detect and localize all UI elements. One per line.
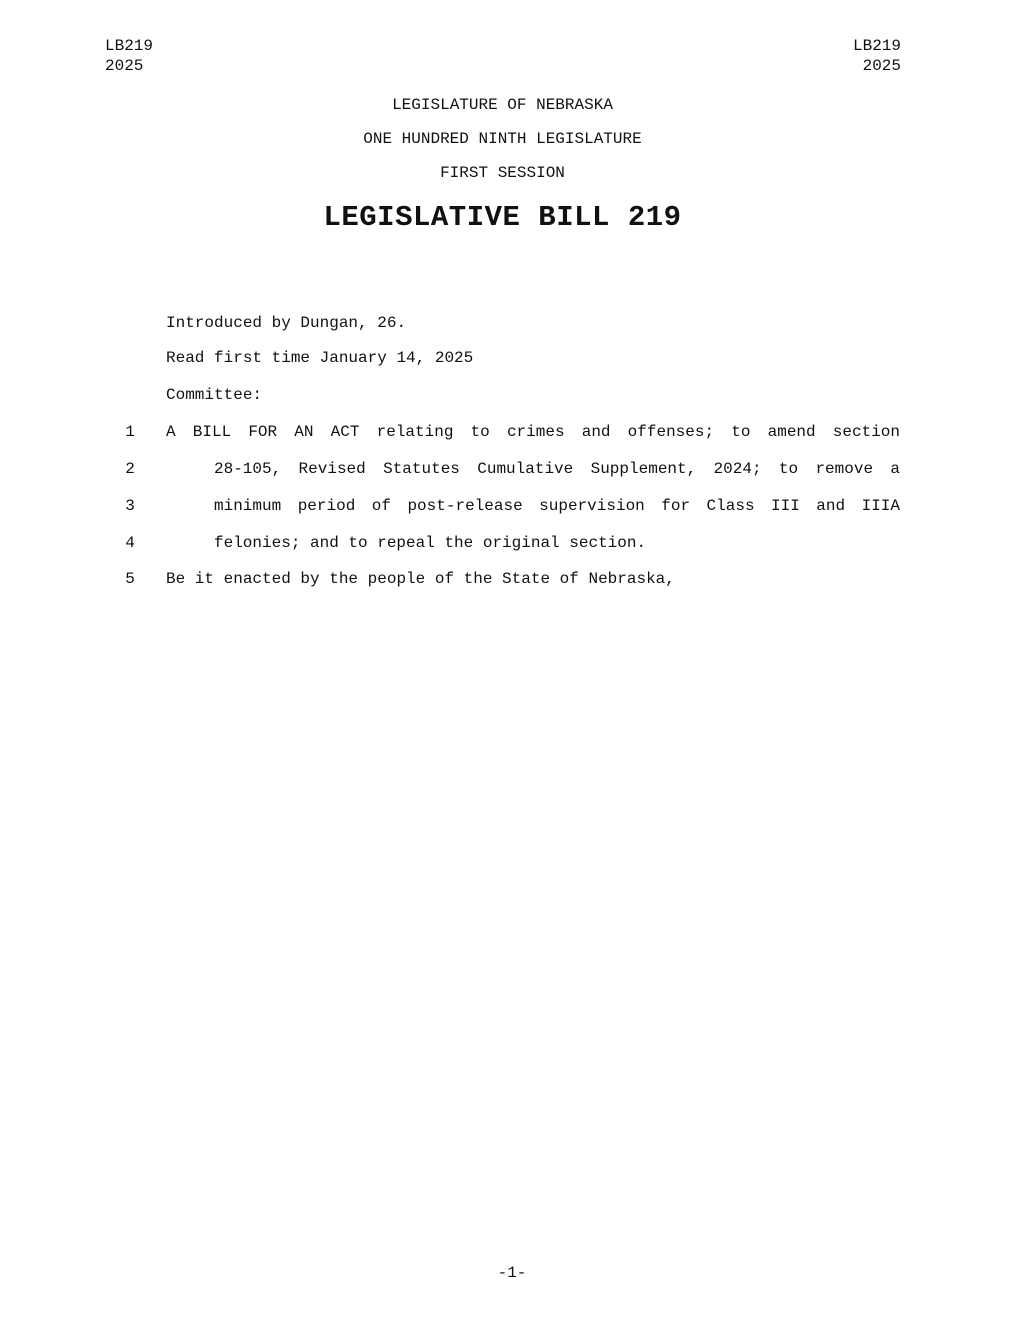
committee-label: Committee:	[166, 386, 263, 404]
legislature-name: LEGISLATURE OF NEBRASKA	[392, 96, 613, 114]
bill-line	[0, 497, 1024, 521]
introduced-by: Introduced by Dungan, 26.	[166, 314, 407, 332]
bill-title: LEGISLATIVE BILL 219	[323, 201, 682, 234]
header-right-year: 2025	[862, 57, 901, 75]
line-text: minimum period of post-release supervision for Class III and IIIA	[214, 497, 900, 515]
header-left-bill-number: LB219	[105, 37, 154, 55]
line-number: 4	[125, 534, 135, 552]
header-right	[853, 36, 901, 76]
session-label: FIRST SESSION	[440, 164, 565, 182]
header-left	[105, 36, 153, 76]
line-number: 5	[125, 570, 135, 588]
line-text: felonies; and to repeal the original section.	[214, 534, 647, 552]
bill-line	[0, 423, 1024, 447]
line-text: 28-105, Revised Statutes Cumulative Supplement, 2024; to remove a	[214, 460, 900, 478]
bill-line	[0, 570, 1024, 594]
header-left-year: 2025	[105, 57, 144, 75]
line-number: 1	[125, 423, 135, 441]
line-number: 3	[125, 497, 135, 515]
page-number: -1-	[497, 1264, 527, 1282]
bill-line	[0, 534, 1024, 558]
read-first-time: Read first time January 14, 2025	[166, 349, 474, 367]
line-text: A BILL FOR AN ACT relating to crimes and offenses; to amend section	[166, 423, 900, 441]
header-right-bill-number: LB219	[852, 37, 901, 55]
session-name: ONE HUNDRED NINTH LEGISLATURE	[363, 130, 642, 148]
line-text: Be it enacted by the people of the State of Nebraska,	[166, 570, 675, 588]
bill-line	[0, 460, 1024, 484]
line-number: 2	[125, 460, 135, 478]
